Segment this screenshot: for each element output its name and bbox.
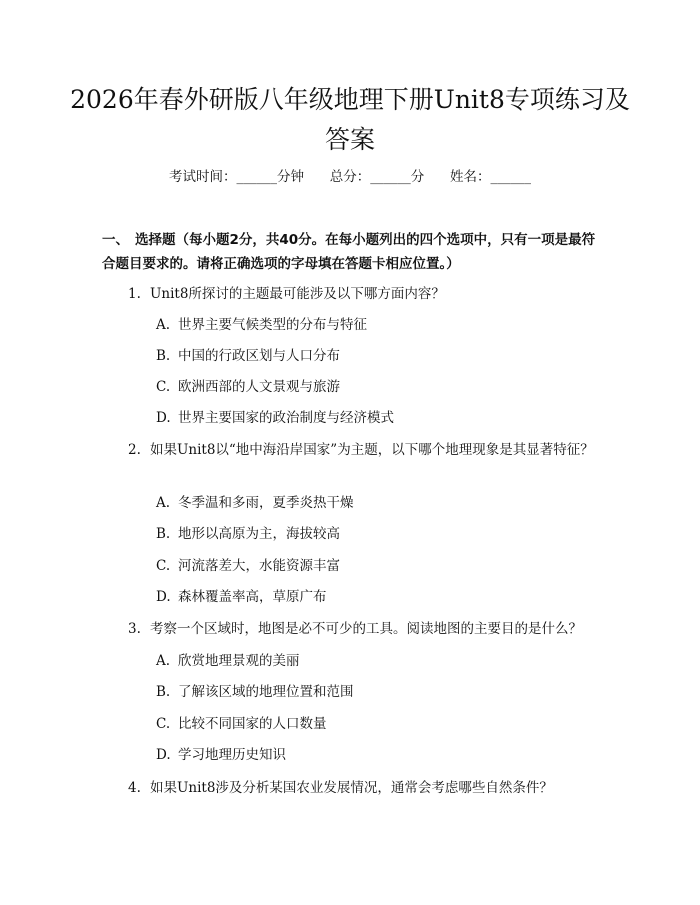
option-3a [156, 650, 596, 672]
option-text: 比较不同国家的人口数量 [178, 716, 327, 732]
option-3b [156, 681, 596, 703]
option-letter: A. [156, 653, 171, 669]
option-letter: C. [156, 379, 171, 395]
option-text: 河流落差大，水能资源丰富 [178, 558, 340, 574]
option-text: 欧洲西部的人文景观与旅游 [178, 379, 340, 395]
option-letter: A. [156, 495, 171, 511]
section-instructions: 选择题（每小题2分，共40分。在每小题列出的四个选项中，只有一项是最符合题目要求的。请将正确选项的字母填在答题卡相应位置。） [102, 232, 596, 272]
option-2c [156, 555, 596, 577]
option-text: 欣赏地理景观的美丽 [178, 653, 300, 669]
question-1 [102, 282, 600, 306]
option-letter: D. [156, 589, 171, 605]
question-number: 2. [128, 442, 141, 458]
option-1c [156, 376, 596, 398]
question-text: 如果Unit8涉及分析某国农业发展情况，通常会考虑哪些自然条件？ [150, 780, 553, 796]
question-number: 3. [128, 621, 141, 637]
option-1b [156, 345, 596, 367]
question-text: 考察一个区域时，地图是必不可少的工具。阅读地图的主要目的是什么？ [150, 621, 582, 637]
option-letter: D. [156, 410, 171, 426]
option-letter: C. [156, 558, 171, 574]
option-text: 世界主要国家的政治制度与经济模式 [178, 410, 394, 426]
question-4 [102, 776, 600, 800]
option-letter: A. [156, 317, 171, 333]
exam-info-line: 考试时间：______分钟 总分：______分 姓名：______ [169, 169, 531, 185]
option-3c [156, 713, 596, 735]
question-number: 1. [128, 286, 141, 302]
option-text: 森林覆盖率高，草原广布 [178, 589, 327, 605]
option-text: 了解该区域的地理位置和范围 [178, 684, 354, 700]
option-letter: B. [156, 684, 171, 700]
option-2d [156, 586, 596, 608]
option-text: 地形以高原为主，海拔较高 [178, 526, 340, 542]
question-number: 4. [128, 780, 141, 796]
document-title: 2026年春外研版八年级地理下册Unit8专项练习及答案 [70, 85, 630, 154]
option-text: 学习地理历史知识 [178, 747, 286, 763]
option-3d [156, 744, 596, 766]
option-1d [156, 407, 596, 429]
option-2b [156, 523, 596, 545]
option-text: 世界主要气候类型的分布与特征 [178, 317, 367, 333]
question-2 [102, 438, 600, 462]
question-3 [102, 617, 600, 641]
option-text: 中国的行政区划与人口分布 [178, 348, 340, 364]
option-letter: B. [156, 526, 171, 542]
option-1a [156, 314, 596, 336]
section-number: 一、 [102, 232, 129, 248]
option-2a [156, 492, 596, 514]
option-letter: D. [156, 747, 171, 763]
question-text: 如果Unit8以“地中海沿岸国家”为主题，以下哪个地理现象是其显著特征？ [150, 442, 594, 458]
option-text: 冬季温和多雨，夏季炎热干燥 [178, 495, 354, 511]
option-letter: C. [156, 716, 171, 732]
option-letter: B. [156, 348, 171, 364]
question-text: Unit8所探讨的主题最可能涉及以下哪方面内容？ [150, 286, 445, 302]
section-heading [102, 228, 600, 276]
